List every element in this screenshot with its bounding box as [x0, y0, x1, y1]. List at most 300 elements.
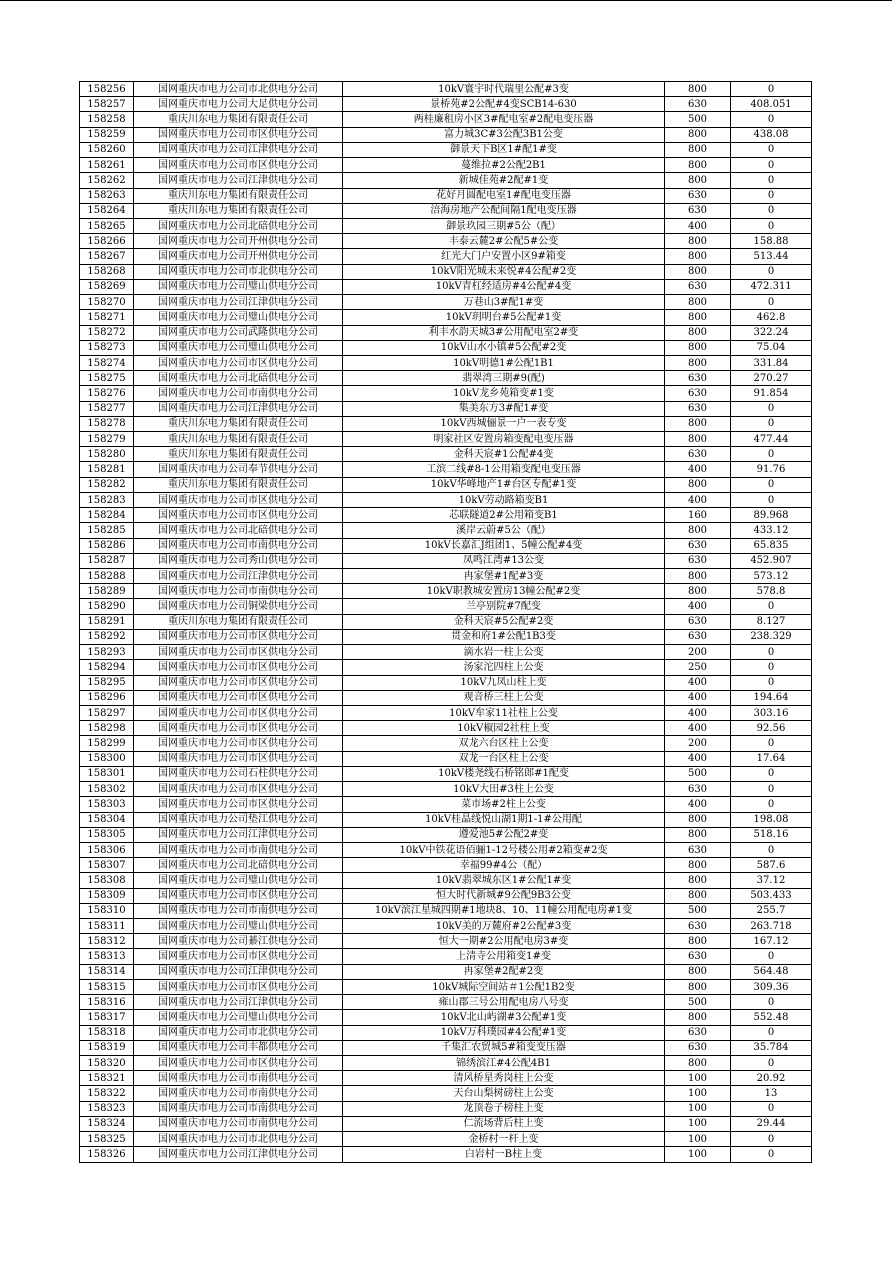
company-cell: 国网重庆市电力公司市区供电分公司	[134, 782, 343, 797]
load-value-cell: 0	[731, 447, 812, 462]
transformer-name-cell: 10kV西城俪景一户一表专变	[343, 416, 665, 431]
table-row	[80, 584, 812, 599]
row-id-cell: 158284	[80, 508, 134, 523]
capacity-cell: 630	[665, 629, 731, 644]
row-id-cell: 158288	[80, 569, 134, 584]
table-row	[80, 553, 812, 568]
transformer-name-cell: 白岩村一B柱上变	[343, 1147, 665, 1162]
transformer-name-cell: 10kV桂晶线悦山湖1期1-1#公用配	[343, 812, 665, 827]
load-value-cell: 0	[731, 1056, 812, 1071]
load-value-cell: 0	[731, 797, 812, 812]
transformer-name-cell: 涪海房地产公配间隔1配电变压器	[343, 203, 665, 218]
capacity-cell: 630	[665, 553, 731, 568]
company-cell: 国网重庆市电力公司市区供电分公司	[134, 1056, 343, 1071]
transformer-name-cell: 10kV翡翠城东区1#公配1#变	[343, 873, 665, 888]
capacity-cell: 100	[665, 1116, 731, 1131]
row-id-cell: 158307	[80, 858, 134, 873]
capacity-cell: 630	[665, 203, 731, 218]
transformer-name-cell: 恒大时代新城#9公配9B3公变	[343, 888, 665, 903]
load-value-cell: 0	[731, 477, 812, 492]
transformer-name-cell: 菜市场#2柱上公变	[343, 797, 665, 812]
transformer-name-cell: 10kV美的万麓府#2公配#3变	[343, 919, 665, 934]
transformer-name-cell: 天台山梨树磅柱上公变	[343, 1086, 665, 1101]
table-row	[80, 112, 812, 127]
capacity-cell: 630	[665, 447, 731, 462]
table-row	[80, 97, 812, 112]
table-row	[80, 1010, 812, 1025]
company-cell: 国网重庆市电力公司江津供电分公司	[134, 173, 343, 188]
table-row	[80, 812, 812, 827]
load-value-cell: 0	[731, 1025, 812, 1040]
row-id-cell: 158309	[80, 888, 134, 903]
capacity-cell: 800	[665, 1010, 731, 1025]
row-id-cell: 158259	[80, 127, 134, 142]
row-id-cell: 158295	[80, 675, 134, 690]
load-value-cell: 0	[731, 188, 812, 203]
transformer-name-cell: 花好月圆配电室1#配电变压器	[343, 188, 665, 203]
company-cell: 国网重庆市电力公司开州供电分公司	[134, 234, 343, 249]
capacity-cell: 500	[665, 112, 731, 127]
capacity-cell: 630	[665, 1025, 731, 1040]
row-id-cell: 158278	[80, 416, 134, 431]
company-cell: 国网重庆市电力公司北碚供电分公司	[134, 218, 343, 233]
transformer-table-body	[80, 82, 812, 1163]
transformer-name-cell: 御景天下B区1#配1#变	[343, 142, 665, 157]
transformer-name-cell: 利丰水韵天城3#公用配电室2#变	[343, 325, 665, 340]
transformer-name-cell: 龙顶卷子榜柱上变	[343, 1101, 665, 1116]
capacity-cell: 630	[665, 842, 731, 857]
capacity-cell: 800	[665, 142, 731, 157]
row-id-cell: 158322	[80, 1086, 134, 1101]
transformer-name-cell: 10kV山水小镇#5公配#2变	[343, 340, 665, 355]
table-row	[80, 873, 812, 888]
row-id-cell: 158267	[80, 249, 134, 264]
table-row	[80, 705, 812, 720]
row-id-cell: 158265	[80, 218, 134, 233]
transformer-name-cell: 集美东方3#配1#变	[343, 401, 665, 416]
table-row	[80, 264, 812, 279]
capacity-cell: 800	[665, 234, 731, 249]
company-cell: 国网重庆市电力公司璧山供电分公司	[134, 279, 343, 294]
company-cell: 国网重庆市电力公司市区供电分公司	[134, 736, 343, 751]
page-top-rule	[0, 0, 892, 1]
capacity-cell: 800	[665, 264, 731, 279]
table-row	[80, 629, 812, 644]
row-id-cell: 158262	[80, 173, 134, 188]
company-cell: 国网重庆市电力公司市区供电分公司	[134, 660, 343, 675]
capacity-cell: 800	[665, 569, 731, 584]
load-value-cell: 91.76	[731, 462, 812, 477]
load-value-cell: 8.127	[731, 614, 812, 629]
row-id-cell: 158289	[80, 584, 134, 599]
company-cell: 国网重庆市电力公司市南供电分公司	[134, 386, 343, 401]
row-id-cell: 158318	[80, 1025, 134, 1040]
row-id-cell: 158275	[80, 371, 134, 386]
load-value-cell: 0	[731, 295, 812, 310]
table-row	[80, 142, 812, 157]
table-row	[80, 919, 812, 934]
company-cell: 重庆川东电力集团有限责任公司	[134, 447, 343, 462]
transformer-name-cell: 10kV中铁花语佰骊1-12号楼公用#2箱变#2变	[343, 842, 665, 857]
capacity-cell: 800	[665, 873, 731, 888]
transformer-name-cell: 遵爱池5#公配2#变	[343, 827, 665, 842]
capacity-cell: 630	[665, 614, 731, 629]
capacity-cell: 400	[665, 797, 731, 812]
load-value-cell: 331.84	[731, 355, 812, 370]
transformer-name-cell: 蔓维拉#2公配2B1	[343, 158, 665, 173]
row-id-cell: 158264	[80, 203, 134, 218]
transformer-name-cell: 红光大门户安置小区9#箱变	[343, 249, 665, 264]
row-id-cell: 158258	[80, 112, 134, 127]
transformer-name-cell: 10kV青杠经适房#4公配#4变	[343, 279, 665, 294]
table-row	[80, 1056, 812, 1071]
load-value-cell: 91.854	[731, 386, 812, 401]
capacity-cell: 800	[665, 82, 731, 97]
transformer-name-cell: 10kV城际空间站＃1公配1B2变	[343, 979, 665, 994]
row-id-cell: 158320	[80, 1056, 134, 1071]
row-id-cell: 158283	[80, 492, 134, 507]
row-id-cell: 158293	[80, 645, 134, 660]
company-cell: 国网重庆市电力公司璧山供电分公司	[134, 1010, 343, 1025]
load-value-cell: 578.8	[731, 584, 812, 599]
load-value-cell: 35.784	[731, 1040, 812, 1055]
table-row	[80, 371, 812, 386]
transformer-name-cell: 锦绣滨江#4公配4B1	[343, 1056, 665, 1071]
capacity-cell: 400	[665, 721, 731, 736]
load-value-cell: 0	[731, 766, 812, 781]
table-row	[80, 888, 812, 903]
capacity-cell: 630	[665, 949, 731, 964]
capacity-cell: 800	[665, 127, 731, 142]
load-value-cell: 17.64	[731, 751, 812, 766]
row-id-cell: 158325	[80, 1132, 134, 1147]
row-id-cell: 158270	[80, 295, 134, 310]
load-value-cell: 20.92	[731, 1071, 812, 1086]
table-row	[80, 1071, 812, 1086]
company-cell: 国网重庆市电力公司大足供电分公司	[134, 97, 343, 112]
company-cell: 国网重庆市电力公司璧山供电分公司	[134, 873, 343, 888]
transformer-name-cell: 10kV劳动路箱变B1	[343, 492, 665, 507]
load-value-cell: 452.907	[731, 553, 812, 568]
transformer-name-cell: 冉家堡#2配#2变	[343, 964, 665, 979]
table-row	[80, 721, 812, 736]
transformer-name-cell: 金科天宸#5公配#2变	[343, 614, 665, 629]
row-id-cell: 158274	[80, 355, 134, 370]
company-cell: 国网重庆市电力公司璧山供电分公司	[134, 919, 343, 934]
load-value-cell: 0	[731, 675, 812, 690]
transformer-name-cell: 万巷山3#配1#变	[343, 295, 665, 310]
table-row	[80, 218, 812, 233]
table-row	[80, 949, 812, 964]
transformer-name-cell: 溪岸云蔚#5公（配）	[343, 523, 665, 538]
transformer-table	[79, 81, 812, 1163]
capacity-cell: 800	[665, 477, 731, 492]
company-cell: 国网重庆市电力公司江津供电分公司	[134, 569, 343, 584]
transformer-name-cell: 翡翠湾三期#9(配)	[343, 371, 665, 386]
capacity-cell: 800	[665, 325, 731, 340]
load-value-cell: 263.718	[731, 919, 812, 934]
table-row	[80, 842, 812, 857]
load-value-cell: 92.56	[731, 721, 812, 736]
capacity-cell: 500	[665, 995, 731, 1010]
company-cell: 国网重庆市电力公司铜梁供电分公司	[134, 599, 343, 614]
row-id-cell: 158285	[80, 523, 134, 538]
row-id-cell: 158319	[80, 1040, 134, 1055]
table-row	[80, 1116, 812, 1131]
load-value-cell: 75.04	[731, 340, 812, 355]
transformer-name-cell: 双龙一台区柱上公变	[343, 751, 665, 766]
capacity-cell: 800	[665, 432, 731, 447]
company-cell: 国网重庆市电力公司市区供电分公司	[134, 492, 343, 507]
load-value-cell: 13	[731, 1086, 812, 1101]
load-value-cell: 573.12	[731, 569, 812, 584]
table-row	[80, 234, 812, 249]
load-value-cell: 29.44	[731, 1116, 812, 1131]
load-value-cell: 587.6	[731, 858, 812, 873]
company-cell: 国网重庆市电力公司石柱供电分公司	[134, 766, 343, 781]
table-row	[80, 508, 812, 523]
transformer-name-cell: 10kV大田#3柱上公变	[343, 782, 665, 797]
row-id-cell: 158268	[80, 264, 134, 279]
table-row	[80, 599, 812, 614]
load-value-cell: 89.968	[731, 508, 812, 523]
company-cell: 国网重庆市电力公司市区供电分公司	[134, 675, 343, 690]
load-value-cell: 0	[731, 599, 812, 614]
load-value-cell: 438.08	[731, 127, 812, 142]
row-id-cell: 158290	[80, 599, 134, 614]
row-id-cell: 158315	[80, 979, 134, 994]
table-row	[80, 325, 812, 340]
row-id-cell: 158263	[80, 188, 134, 203]
transformer-name-cell: 金桥村一杆上变	[343, 1132, 665, 1147]
load-value-cell: 0	[731, 1101, 812, 1116]
capacity-cell: 100	[665, 1147, 731, 1162]
company-cell: 重庆川东电力集团有限责任公司	[134, 432, 343, 447]
row-id-cell: 158282	[80, 477, 134, 492]
company-cell: 国网重庆市电力公司市南供电分公司	[134, 1071, 343, 1086]
load-value-cell: 433.12	[731, 523, 812, 538]
capacity-cell: 800	[665, 888, 731, 903]
table-row	[80, 903, 812, 918]
company-cell: 国网重庆市电力公司市区供电分公司	[134, 721, 343, 736]
capacity-cell: 800	[665, 812, 731, 827]
transformer-name-cell: 兰亭别院#7配变	[343, 599, 665, 614]
row-id-cell: 158292	[80, 629, 134, 644]
load-value-cell: 0	[731, 995, 812, 1010]
capacity-cell: 400	[665, 462, 731, 477]
row-id-cell: 158310	[80, 903, 134, 918]
capacity-cell: 800	[665, 173, 731, 188]
capacity-cell: 400	[665, 751, 731, 766]
table-row	[80, 295, 812, 310]
row-id-cell: 158317	[80, 1010, 134, 1025]
load-value-cell: 0	[731, 401, 812, 416]
company-cell: 重庆川东电力集团有限责任公司	[134, 188, 343, 203]
company-cell: 国网重庆市电力公司江津供电分公司	[134, 295, 343, 310]
transformer-name-cell: 10kV职教城安置房13幢公配#2变	[343, 584, 665, 599]
company-cell: 国网重庆市电力公司市北供电分公司	[134, 1025, 343, 1040]
load-value-cell: 0	[731, 82, 812, 97]
company-cell: 国网重庆市电力公司市区供电分公司	[134, 158, 343, 173]
transformer-name-cell: 金科天宸#1公配#4变	[343, 447, 665, 462]
transformer-name-cell: 10kV九凤山柱上变	[343, 675, 665, 690]
load-value-cell: 0	[731, 782, 812, 797]
transformer-name-cell: 贯金和府1#公配1B3变	[343, 629, 665, 644]
row-id-cell: 158271	[80, 310, 134, 325]
company-cell: 国网重庆市电力公司丰都供电分公司	[134, 1040, 343, 1055]
transformer-name-cell: 御景玖园三期#5公（配）	[343, 218, 665, 233]
load-value-cell: 255.7	[731, 903, 812, 918]
table-row	[80, 432, 812, 447]
row-id-cell: 158304	[80, 812, 134, 827]
row-id-cell: 158281	[80, 462, 134, 477]
row-id-cell: 158280	[80, 447, 134, 462]
capacity-cell: 500	[665, 903, 731, 918]
load-value-cell: 0	[731, 112, 812, 127]
capacity-cell: 800	[665, 340, 731, 355]
company-cell: 国网重庆市电力公司秀山供电分公司	[134, 553, 343, 568]
capacity-cell: 800	[665, 1056, 731, 1071]
load-value-cell: 167.12	[731, 934, 812, 949]
transformer-name-cell: 仁流场背后柱上变	[343, 1116, 665, 1131]
company-cell: 国网重庆市电力公司市区供电分公司	[134, 629, 343, 644]
transformer-name-cell: 冉家堡#1配#3变	[343, 569, 665, 584]
load-value-cell: 0	[731, 416, 812, 431]
table-row	[80, 751, 812, 766]
company-cell: 国网重庆市电力公司江津供电分公司	[134, 401, 343, 416]
company-cell: 国网重庆市电力公司奉节供电分公司	[134, 462, 343, 477]
table-row	[80, 1040, 812, 1055]
company-cell: 国网重庆市电力公司市北供电分公司	[134, 1132, 343, 1147]
table-row	[80, 416, 812, 431]
table-row	[80, 690, 812, 705]
capacity-cell: 100	[665, 1071, 731, 1086]
capacity-cell: 200	[665, 645, 731, 660]
capacity-cell: 800	[665, 416, 731, 431]
capacity-cell: 800	[665, 934, 731, 949]
transformer-name-cell: 10kV万科璞园#4公配#1变	[343, 1025, 665, 1040]
company-cell: 国网重庆市电力公司市区供电分公司	[134, 797, 343, 812]
table-row	[80, 158, 812, 173]
company-cell: 国网重庆市电力公司江津供电分公司	[134, 827, 343, 842]
company-cell: 国网重庆市电力公司北碚供电分公司	[134, 858, 343, 873]
load-value-cell: 0	[731, 736, 812, 751]
row-id-cell: 158312	[80, 934, 134, 949]
company-cell: 国网重庆市电力公司市南供电分公司	[134, 1101, 343, 1116]
table-row	[80, 401, 812, 416]
transformer-name-cell: 幸福99#4公（配）	[343, 858, 665, 873]
table-row	[80, 477, 812, 492]
transformer-name-cell: 凤鸣江湾#13公变	[343, 553, 665, 568]
transformer-name-cell: 10kV玥明台#5公配#1变	[343, 310, 665, 325]
company-cell: 国网重庆市电力公司市区供电分公司	[134, 888, 343, 903]
transformer-name-cell: 10kV龙乡苑箱变#1变	[343, 386, 665, 401]
table-row	[80, 766, 812, 781]
row-id-cell: 158296	[80, 690, 134, 705]
transformer-name-cell: 清风桥星秀岗柱上公变	[343, 1071, 665, 1086]
capacity-cell: 630	[665, 386, 731, 401]
load-value-cell: 158.88	[731, 234, 812, 249]
transformer-name-cell: 千集汇农贸城5#箱变变压器	[343, 1040, 665, 1055]
company-cell: 国网重庆市电力公司綦江供电分公司	[134, 934, 343, 949]
row-id-cell: 158272	[80, 325, 134, 340]
company-cell: 国网重庆市电力公司江津供电分公司	[134, 142, 343, 157]
row-id-cell: 158261	[80, 158, 134, 173]
load-value-cell: 270.27	[731, 371, 812, 386]
load-value-cell: 0	[731, 492, 812, 507]
company-cell: 国网重庆市电力公司市区供电分公司	[134, 645, 343, 660]
company-cell: 国网重庆市电力公司江津供电分公司	[134, 1147, 343, 1162]
table-row	[80, 782, 812, 797]
table-row	[80, 995, 812, 1010]
load-value-cell: 0	[731, 203, 812, 218]
load-value-cell: 472.311	[731, 279, 812, 294]
transformer-name-cell: 丰泰云麓2#公配5#公变	[343, 234, 665, 249]
load-value-cell: 513.44	[731, 249, 812, 264]
transformer-name-cell: 恒大一期#2公用配电房3#变	[343, 934, 665, 949]
transformer-name-cell: 10kV明德1#公配1B1	[343, 355, 665, 370]
load-value-cell: 552.48	[731, 1010, 812, 1025]
transformer-name-cell: 10kV华峰地产1#台区专配#1变	[343, 477, 665, 492]
row-id-cell: 158277	[80, 401, 134, 416]
capacity-cell: 800	[665, 979, 731, 994]
company-cell: 国网重庆市电力公司市区供电分公司	[134, 690, 343, 705]
load-value-cell: 0	[731, 173, 812, 188]
row-id-cell: 158298	[80, 721, 134, 736]
company-cell: 重庆川东电力集团有限责任公司	[134, 112, 343, 127]
company-cell: 国网重庆市电力公司江津供电分公司	[134, 964, 343, 979]
load-value-cell: 37.12	[731, 873, 812, 888]
capacity-cell: 630	[665, 188, 731, 203]
transformer-name-cell: 上清寺公用箱变1#变	[343, 949, 665, 964]
load-value-cell: 238.329	[731, 629, 812, 644]
row-id-cell: 158276	[80, 386, 134, 401]
load-value-cell: 0	[731, 645, 812, 660]
transformer-name-cell: 观音桥三柱上公变	[343, 690, 665, 705]
capacity-cell: 400	[665, 705, 731, 720]
company-cell: 国网重庆市电力公司市区供电分公司	[134, 355, 343, 370]
row-id-cell: 158297	[80, 705, 134, 720]
capacity-cell: 100	[665, 1101, 731, 1116]
capacity-cell: 800	[665, 858, 731, 873]
table-row	[80, 660, 812, 675]
row-id-cell: 158279	[80, 432, 134, 447]
company-cell: 国网重庆市电力公司武隆供电分公司	[134, 325, 343, 340]
company-cell: 国网重庆市电力公司市区供电分公司	[134, 979, 343, 994]
company-cell: 国网重庆市电力公司市南供电分公司	[134, 1086, 343, 1101]
transformer-name-cell: 汤家沱四柱上公变	[343, 660, 665, 675]
company-cell: 重庆川东电力集团有限责任公司	[134, 477, 343, 492]
capacity-cell: 630	[665, 97, 731, 112]
transformer-name-cell: 雍山郡三号公用配电房八号变	[343, 995, 665, 1010]
capacity-cell: 630	[665, 919, 731, 934]
table-row	[80, 736, 812, 751]
company-cell: 国网重庆市电力公司市区供电分公司	[134, 949, 343, 964]
row-id-cell: 158287	[80, 553, 134, 568]
table-row	[80, 934, 812, 949]
load-value-cell: 309.36	[731, 979, 812, 994]
table-row	[80, 1132, 812, 1147]
load-value-cell: 0	[731, 1147, 812, 1162]
row-id-cell: 158269	[80, 279, 134, 294]
capacity-cell: 630	[665, 782, 731, 797]
load-value-cell: 408.051	[731, 97, 812, 112]
company-cell: 国网重庆市电力公司市南供电分公司	[134, 1116, 343, 1131]
load-value-cell: 564.48	[731, 964, 812, 979]
capacity-cell: 400	[665, 492, 731, 507]
company-cell: 国网重庆市电力公司市北供电分公司	[134, 264, 343, 279]
row-id-cell: 158321	[80, 1071, 134, 1086]
